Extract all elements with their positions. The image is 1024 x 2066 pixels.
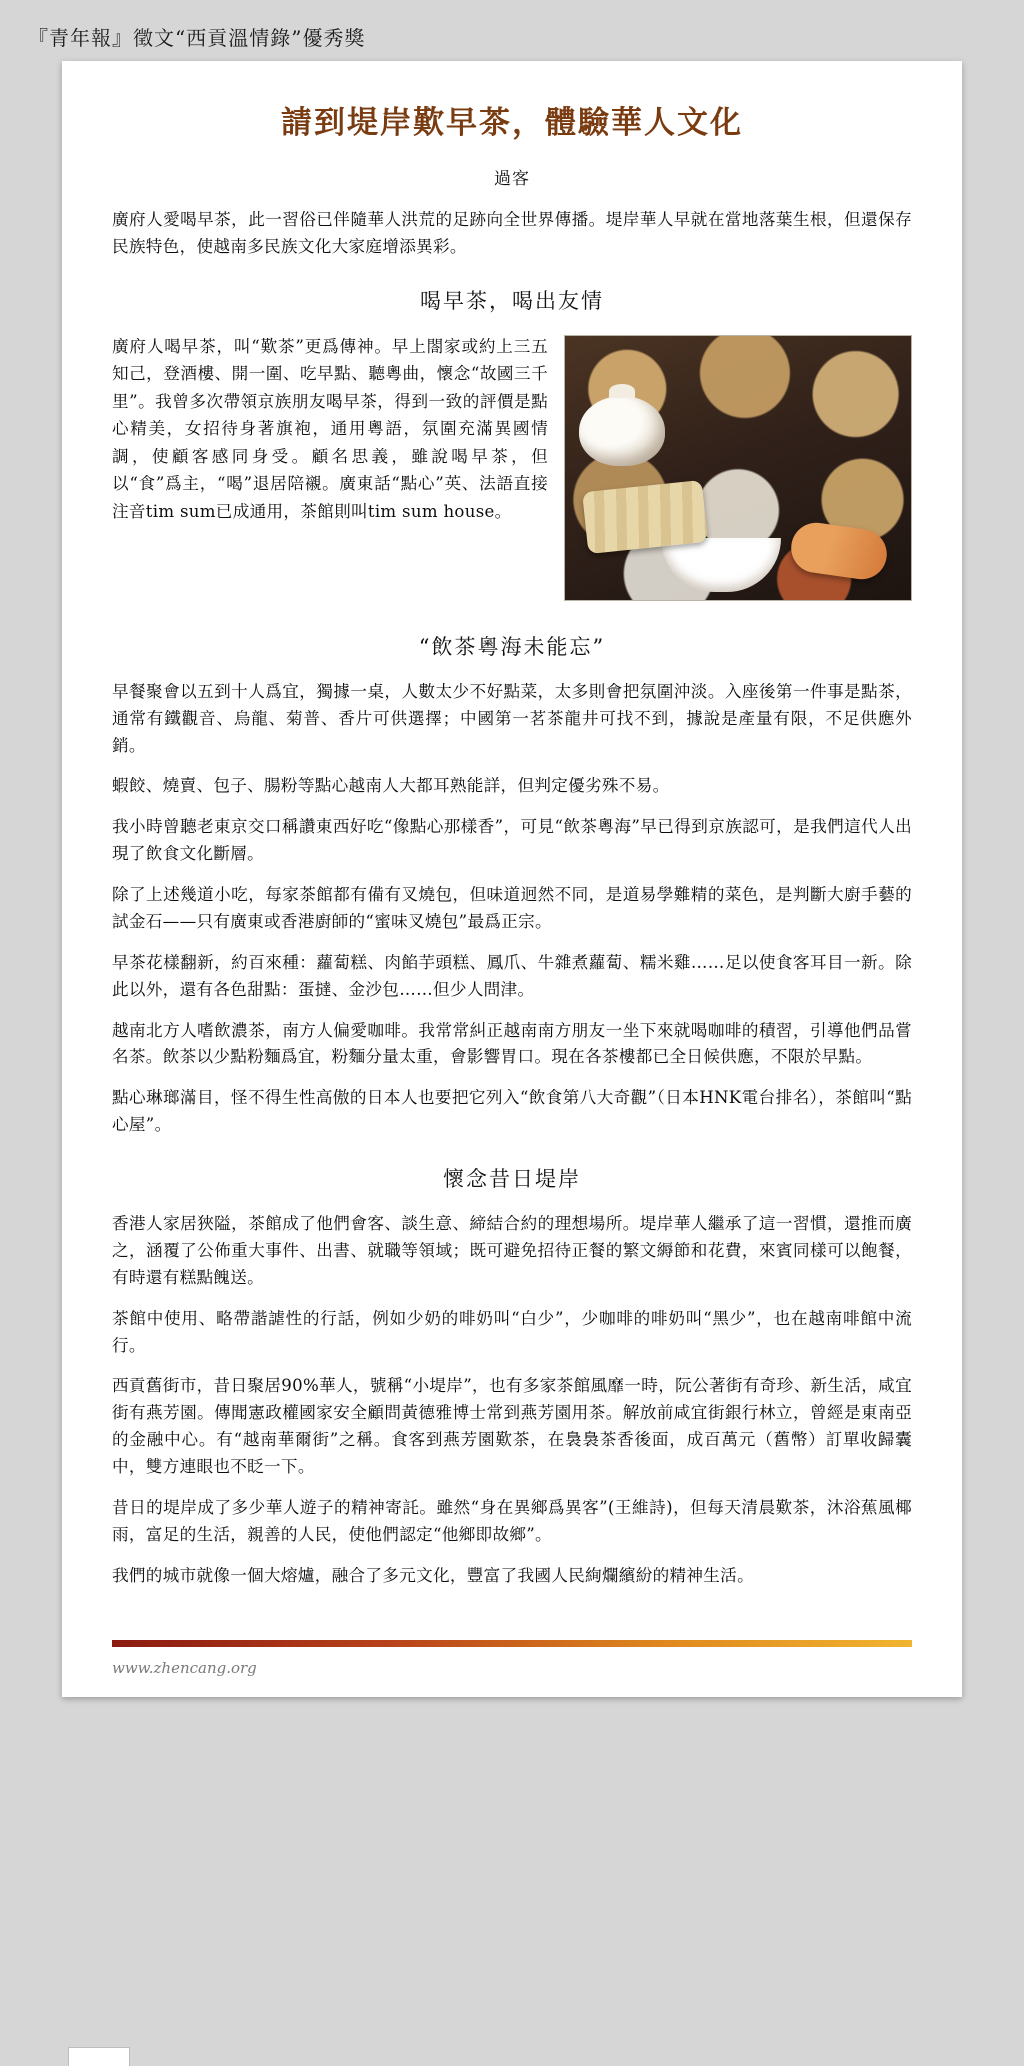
figure-block — [112, 333, 912, 607]
section-heading-1: 喝早茶，喝出友情 — [420, 288, 604, 313]
paragraph: 早餐聚會以五到十人爲宜，獨據一桌，人數太少不好點菜，太多則會把氛圍沖淡。入座後第一件事是點茶，通常有鐵觀音、烏龍、菊普、香片可供選擇；中國第一茗茶龍井可找不到，據說是產量有限，不足供應外銷。 — [112, 681, 912, 755]
paragraph: 我們的城市就像一個大熔爐，融合了多元文化，豐富了我國人民絢爛繽紛的精神生活。 — [112, 1565, 754, 1585]
section-heading-2: “飲茶粵海未能忘” — [418, 634, 606, 659]
paragraph: 昔日的堤岸成了多少華人遊子的精神寄託。雖然“身在異鄉爲異客”(王維詩)，但每天清晨歎茶，沐浴蕉風椰雨，富足的生活，親善的人民，使他們認定“他鄉即故鄉”。 — [112, 1497, 912, 1544]
masthead-line: 『青年報』徵文“西貢溫情錄”優秀獎 — [28, 26, 366, 50]
teapot-shape — [579, 396, 665, 466]
paragraph: 茶館中使用、略帶諧謔性的行話，例如少奶的啡奶叫“白少”，少咖啡的啡奶叫“黑少”，也在越南啡館中流行。 — [112, 1308, 912, 1355]
spring-rolls-shape — [582, 480, 708, 554]
paragraph: 西貢舊街市，昔日聚居90%華人，號稱“小堤岸”，也有多家茶館風靡一時，阮公著街有奇珍、新生活，咸宜街有燕芳園。傳聞憲政權國家安全顧問黃德雅博士常到燕芳園用茶。解放前咸宜街銀行林立，曾經是東南亞的金融中心。有“越南華爾街”之稱。食客到燕芳園歎茶，在裊裊茶香後面，成百萬元（舊幣）訂單收歸囊中，雙方連眼也不眨一下。 — [112, 1376, 912, 1476]
page-title: 請到堤岸歎早茶，體驗華人文化 — [281, 105, 743, 141]
article-body — [62, 61, 962, 1614]
paragraph: 早茶花樣翻新，約百來種：蘿蔔糕、肉餡芋頭糕、鳳爪、牛雜煮蘿蔔、糯米雞……足以使食客耳目一新。除此以外，還有各色甜點：蛋撻、金沙包……但少人問津。 — [112, 952, 912, 999]
byline: 過客 — [494, 169, 530, 189]
paragraph: 除了上述幾道小吃，每家茶館都有備有叉燒包，但味道迥然不同，是道易學難精的菜色，是判斷大廚手藝的試金石——只有廣東或香港廚師的“蜜味叉燒包”最爲正宗。 — [112, 885, 912, 931]
paragraph: 越南北方人嗜飲濃茶，南方人偏愛咖啡。我常常糾正越南南方朋友一坐下來就喝咖啡的積習，引導他們品嘗名茶。飲茶以少點粉麵爲宜，粉麵分量太重，會影響胃口。現在各茶樓都已全日候供應，不限於早點。 — [112, 1020, 912, 1067]
lead-paragraph: 廣府人愛喝早茶，此一習俗已伴隨華人洪荒的足跡向全世界傳播。堤岸華人早就在當地落葉生根，但還保存民族特色，使越南多民族文化大家庭增添異彩。 — [112, 210, 912, 256]
article-card — [62, 61, 962, 1697]
page-tab[interactable] — [68, 2047, 130, 2066]
site-url[interactable]: www.zhencang.org — [112, 1658, 257, 1677]
paragraph: 蝦餃、燒賣、包子、腸粉等點心越南人大都耳熟能詳，但判定優劣殊不易。 — [112, 776, 670, 796]
footer-divider — [112, 1640, 912, 1647]
bottom-strip — [0, 1697, 1024, 1753]
paragraph: 我小時曾聽老東京交口稱讚東西好吃“像點心那樣香”，可見“飲茶粵海”早已得到京族認可，是我們這代人出現了飲食文化斷層。 — [112, 817, 912, 864]
section-heading-3: 懷念昔日堤岸 — [443, 1167, 581, 1191]
section-1-text: 廣府人喝早茶，叫“歎茶”更爲傳神。早上閤家或約上三五知己，登酒樓、開一圍、吃早點、聽粵曲，懷念“故國三千里”。我曾多次帶領京族朋友喝早茶，得到一致的評價是點心精美，女招待身著旗袍，通用粵語，氛圍充滿異國情調，使顧客感同身受。顧名思義，雖說喝早茶，但以“食”爲主，“喝”退居陪襯。廣東話“點心”英、法語直接注音tim sum已成通用，茶館則叫tim sum house。 — [112, 336, 548, 521]
dim-sum-photo — [564, 335, 912, 601]
paragraph: 點心琳瑯滿目，怪不得生性高傲的日本人也要把它列入“飲食第八大奇觀”（日本HNK電台排名），茶館叫“點心屋”。 — [112, 1088, 912, 1135]
paragraph: 香港人家居狹隘，茶館成了他們會客、談生意、締結合約的理想場所。堤岸華人繼承了這一習慣，還推而廣之，涵覆了公佈重大事件、出書、就職等領域；既可避免招待正餐的繁文縟節和花費，來賓同樣可以飽餐，有時還有糕點餽送。 — [112, 1214, 912, 1287]
